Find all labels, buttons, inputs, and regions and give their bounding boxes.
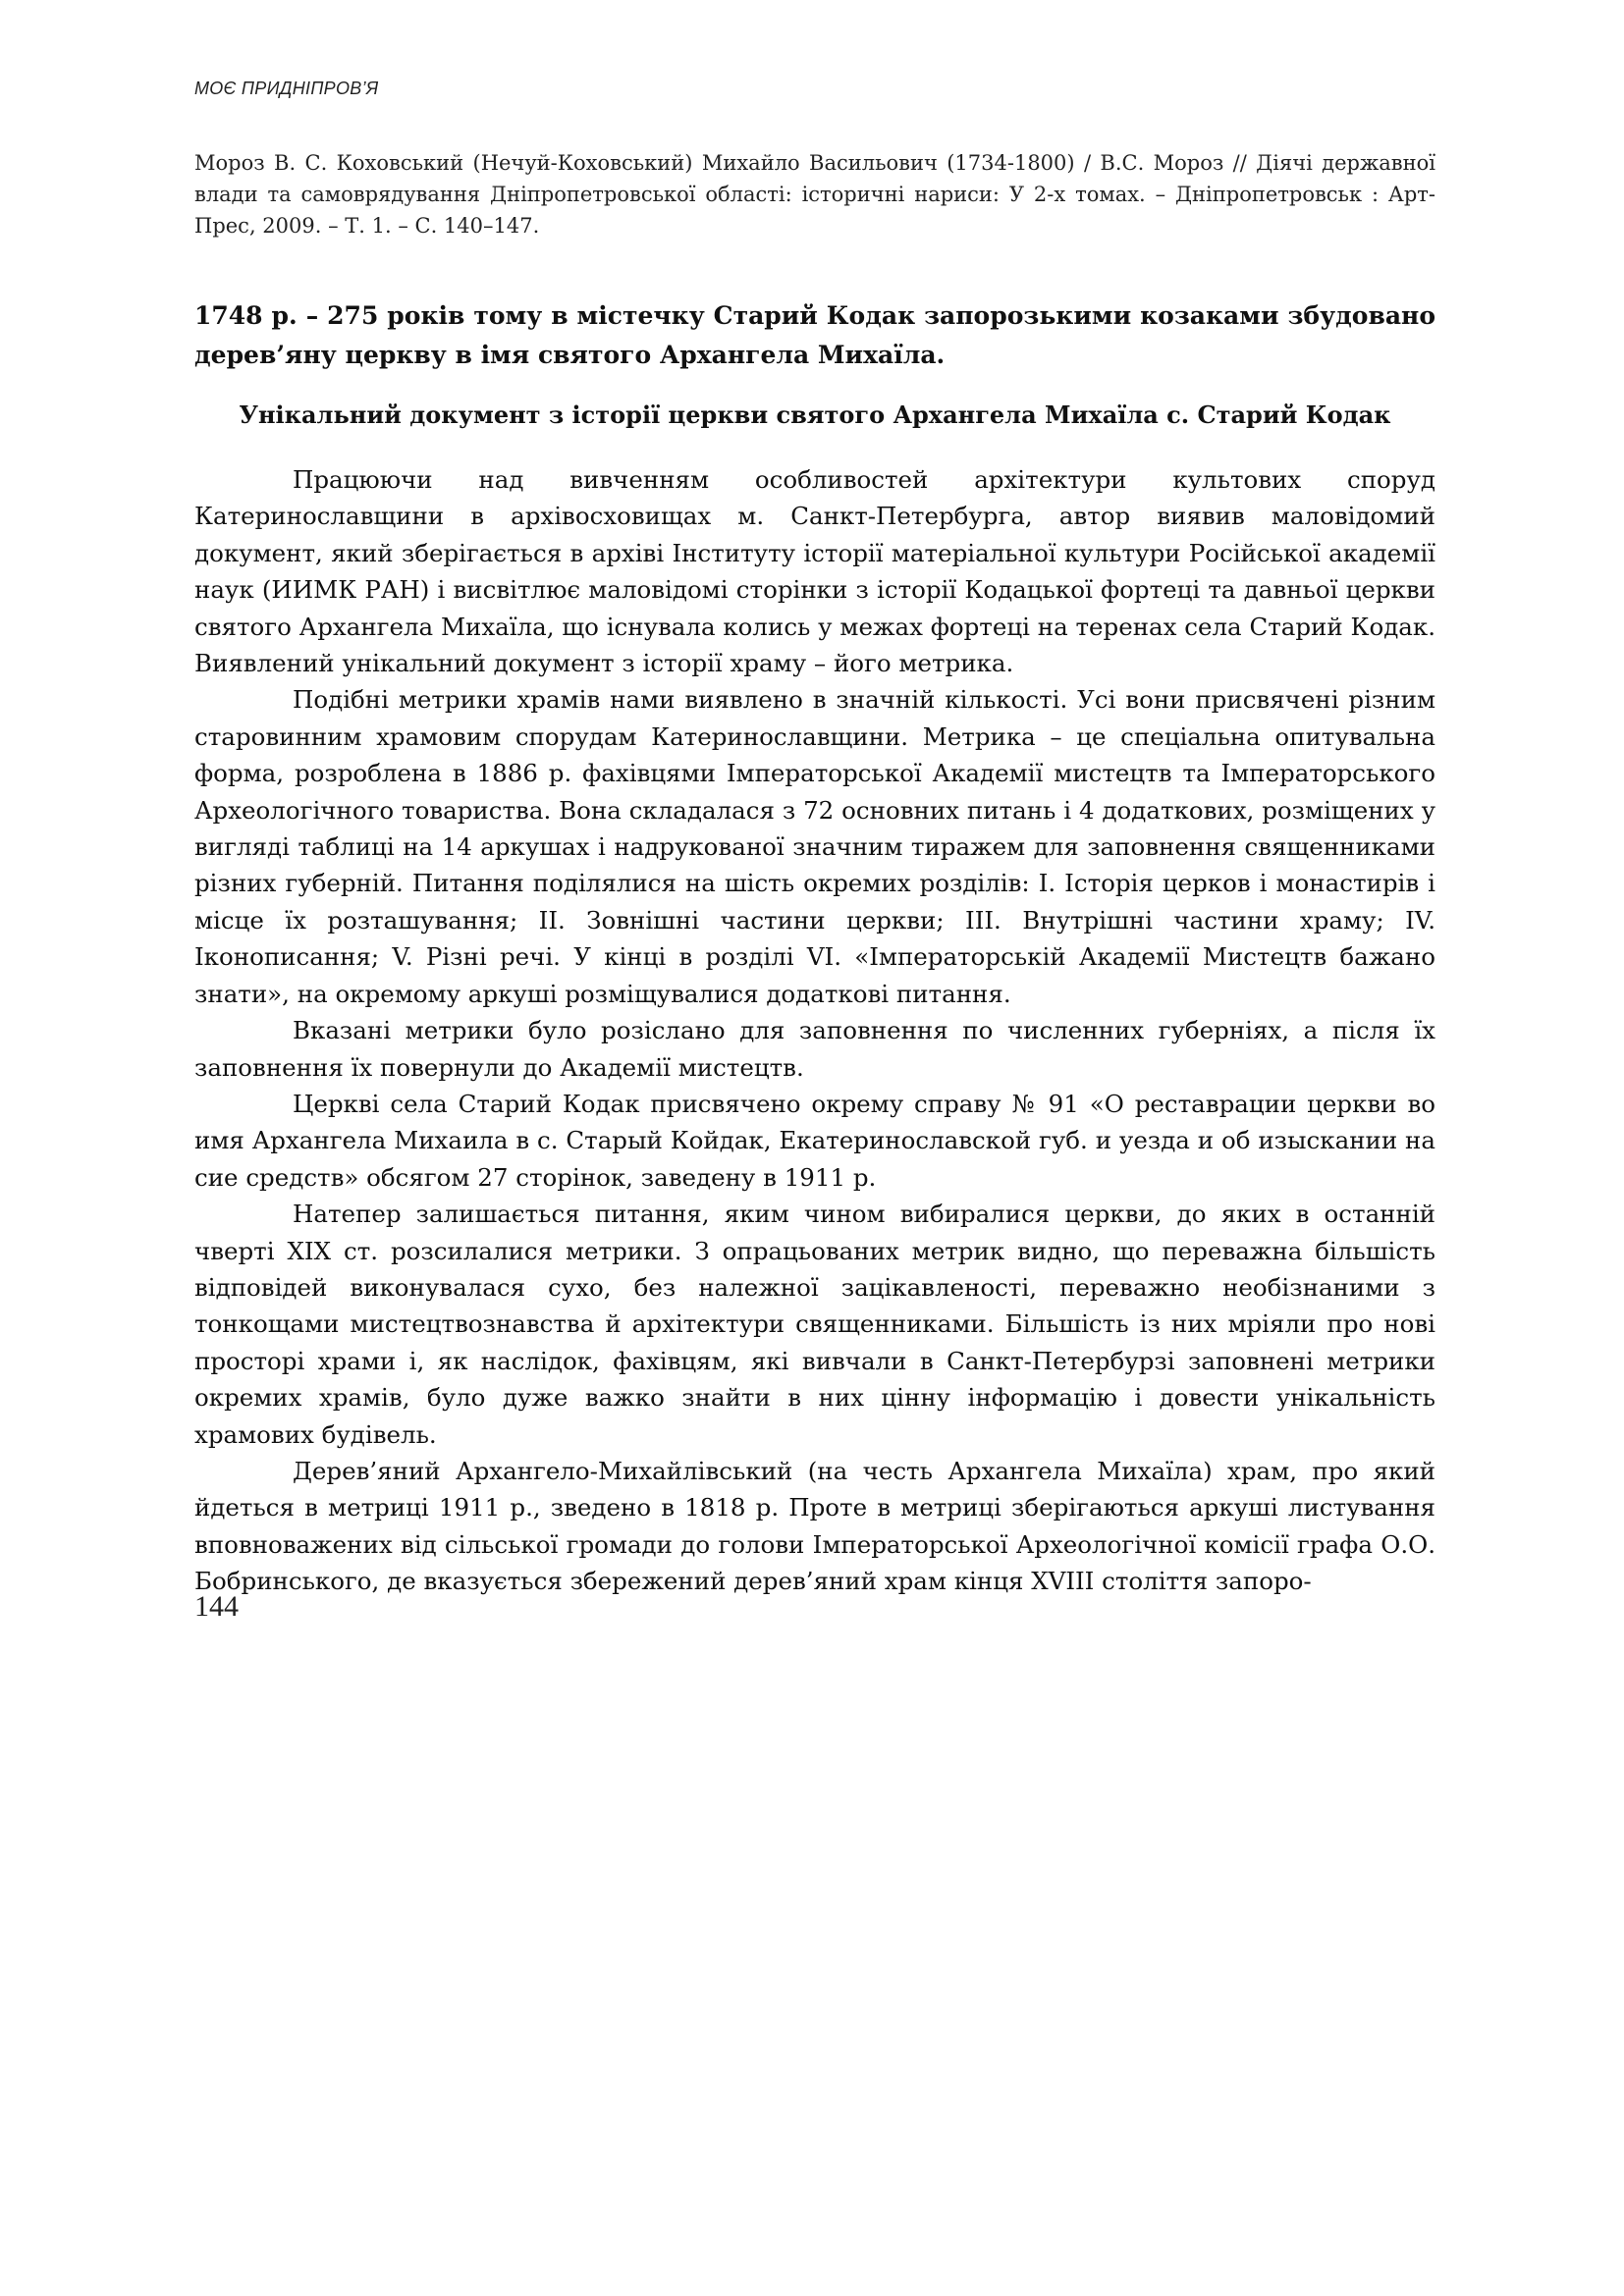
- body-paragraph: Вказані метрики було розіслано для заповнення по численних губерніях, а після їх заповнення їх повернули до Академії мистецтв.: [194, 1016, 1435, 1082]
- body-paragraph: Працюючи над вивченням особливостей архітектури культових споруд Катеринославщини в архівосховищах м. Санкт-Петербурга, автор виявив маловідомий документ, який зберігається в архіві Інституту історії матеріальної культури Російської академії наук (ИИМК РАН) і висвітлює маловідомі сторінки з історії Кодацької фортеці та давньої церкви святого Архангела Михаїла, що існувала колись у межах фортеці на теренах села Старий Кодак. Виявлений унікальний документ з історії храму – його метрика.: [194, 465, 1435, 678]
- article-body: [194, 461, 1435, 1600]
- body-paragraph: Натепер залишається питання, яким чином вибиралися церкви, до яких в останній чверті XIX ст. розсилалися метрики. З опрацьованих метрик видно, що переважна більшість відповідей виконувалася сухо, без належної зацікавленості, переважно необізнаними з тонкощами мистецтвознавства й архітектури священниками. Більшість із них мріяли про нові просторі храми і, як наслідок, фахівцям, які вивчали в Санкт-Петербурзі заповнені метрики окремих храмів, було дуже важко знайти в них цінну інформацію і довести унікальність храмових будівель.: [194, 1200, 1435, 1449]
- article-title: Унікальний документ з історії церкви святого Архангела Михаїла с. Старий Кодак: [239, 400, 1391, 429]
- event-heading: 1748 р. – 275 років тому в містечку Старий Кодак запорозькими козаками збудовано дерев’яну церкву в імя святого Архангела Михаїла.: [194, 301, 1435, 369]
- bibliographic-reference: Мороз В. С. Коховський (Нечуй-Коховський) Михайло Васильович (1734-1800) / В.С. Мороз // Діячі державної влади та самоврядування Дніпропетровської області: історичні нариси: У 2-х томах. – Дніпропетровськ : Арт-Прес, 2009. – Т. 1. – С. 140–147.: [194, 151, 1435, 238]
- body-paragraph: Подібні метрики храмів нами виявлено в значній кількості. Усі вони присвячені різним старовинним храмовим спорудам Катеринославщини. Метрика – це спеціальна опитувальна форма, розроблена в 1886 р. фахівцями Імператорської Академії мистецтв та Імператорського Археологічного товариства. Вона складалася з 72 основних питань і 4 додаткових, розміщених у вигляді таблиці на 14 аркушах і надрукованої значним тиражем для заповнення священниками різних губерній. Питання поділялися на шість окремих розділів: I. Історія церков і монастирів і місце їх розташування; II. Зовнішні частини церкви; III. Внутрішні частини храму; IV. Іконописання; V. Різні речі. У кінці в розділі VI. «Імператорській Академії Мистецтв бажано знати», на окремому аркуші розміщувалися додаткові питання.: [194, 685, 1435, 1008]
- page-number: 144: [194, 1590, 239, 1623]
- body-paragraph: Церкві села Старий Кодак присвячено окрему справу № 91 «О реставрации церкви во имя Архангела Михаила в с. Старый Койдак, Екатеринославской губ. и уезда и об изыскании на сие средств» обсягом 27 сторінок, заведену в 1911 р.: [194, 1089, 1435, 1192]
- body-paragraph: Дерев’яний Архангело-Михайлівський (на честь Архангела Михаїла) храм, про який йдеться в метриці 1911 р., зведено в 1818 р. Проте в метриці зберігаються аркуші листування вповноважених від сільської громади до голови Імператорської Археологічної комісії графа О.О. Бобринського, де вказується збережений дерев’яний храм кінця XVIII століття запоро-: [194, 1456, 1435, 1596]
- running-header: МОЄ ПРИДНІПРОВ’Я: [194, 79, 379, 98]
